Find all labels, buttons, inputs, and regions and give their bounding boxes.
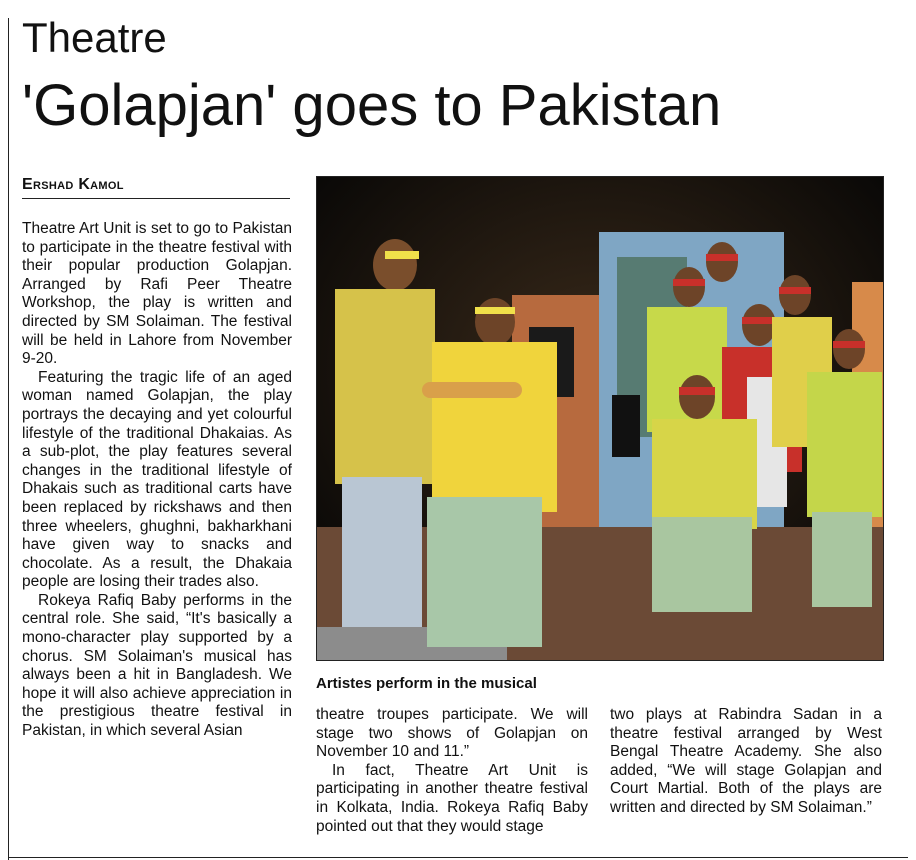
paragraph-3-continued: theatre troupes participate. We will stage two shows of Golapjan on November 10 and 11.” — [316, 706, 588, 761]
stage-photo-illustration — [317, 177, 883, 660]
article-column-1 — [22, 220, 292, 741]
headline: 'Golapjan' goes to Pakistan — [22, 73, 722, 138]
paragraph-2: Featuring the tragic life of an aged woman named Golapjan, the play portrays the decaying and yet colourful lifestyle of the traditional Dhakaias. As a sub-plot, the play features several changes in the traditional lifestyle of Dhakais such as traditional carts have been replaced by rickshaws and then three wheelers, ghughni, bakharkhani have given way to snacks and chocolate. As a result, the Dhakaia people are losing their trades also. — [22, 368, 292, 591]
byline: Ershad Kamol — [22, 176, 290, 199]
left-column-rule — [8, 18, 9, 860]
section-title: Theatre — [22, 14, 167, 61]
bottom-rule — [8, 857, 908, 858]
paragraph-4: In fact, Theatre Art Unit is participating in another theatre festival in Kolkata, India. Rokeya Rafiq Baby pointed out that they would stage — [316, 761, 588, 835]
paragraph-1: Theatre Art Unit is set to go to Pakistan to participate in the theatre festival with their popular production Golapjan. Arranged by Rafi Peer Theatre Workshop, the play is written and directed by SM Solaiman. The festival will be held in Lahore from November 9-20. — [22, 220, 292, 368]
paragraph-3: Rokeya Rafiq Baby performs in the central role. She said, “It's basically a mono-character play supported by a chorus. SM Solaiman's musical has always been a hit in Bangladesh. We hope it will also achieve appreciation in the prestigious theatre festival in Pakistan, in which several Asian — [22, 591, 292, 740]
paragraph-4-continued: two plays at Rabindra Sadan in a theatre festival arranged by West Bengal Theatre Academy. She also added, “We will stage Golapjan and Court Martial. Both of the plays are written and directed by SM Solaiman.” — [610, 706, 882, 816]
article-column-2 — [316, 706, 588, 836]
photo-caption: Artistes perform in the musical — [316, 675, 537, 692]
stage-photo — [316, 176, 884, 661]
article-column-3 — [610, 706, 882, 818]
